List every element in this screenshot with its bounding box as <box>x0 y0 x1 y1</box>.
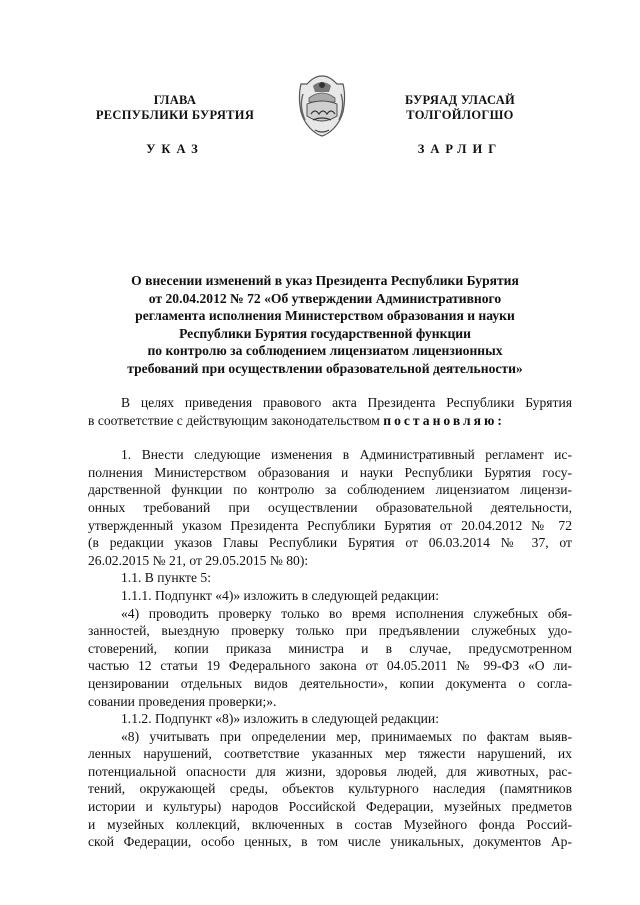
title-line: О внесении изменений в указ Президента Республики Бурятия <box>131 273 519 288</box>
document-title <box>80 272 570 378</box>
body-line: занностей, выездную проверку только при предъявлении служебных удо- <box>88 623 572 639</box>
body-line: онных требований при осуществлении образовательной деятельности, <box>88 499 572 515</box>
body-line: 26.02.2015 № 21, от 29.05.2015 № 80): <box>88 552 309 568</box>
issuer-right-line1: БУРЯАД УЛАСАЙ <box>404 93 516 107</box>
preamble-line <box>88 412 572 430</box>
title-line: по контролю за соблюдением лицензиатом лицензионных <box>147 343 503 359</box>
body-line: потенциальной опасности для жизни, здоровья людей, для животных, рас- <box>88 763 572 779</box>
body-line: ленных нарушений, соответствие указанных мер тяжести нарушений, их <box>88 746 572 762</box>
coat-of-arms-icon <box>293 72 351 138</box>
issuer-right <box>365 93 555 123</box>
body-line: стоверений, копии приказа министра и в случае, предусмотренном <box>88 640 572 656</box>
body-line: совании проведения проверки;». <box>88 693 277 709</box>
title-line: Республики Бурятия государственной функции <box>179 325 471 341</box>
body-line: и музейных коллекций, включенных в состав Музейного фонда Россий- <box>88 816 572 832</box>
issuer-left <box>80 93 270 123</box>
issuer-left-line1: ГЛАВА <box>153 93 197 107</box>
preamble-text: в соответствие с действующим законодательством <box>88 412 380 428</box>
body-line: дарственной функции по контролю за соблюдением лицензиатом лицензи- <box>88 482 572 498</box>
body-line: 1. Внести следующие изменения в Административный регламент ис- <box>121 447 572 463</box>
title-line: требований при осуществлении образовательной деятельности» <box>127 360 523 376</box>
title-line: от 20.04.2012 № 72 «Об утверждении Административного <box>148 290 502 306</box>
issuer-left-line2: РЕСПУБЛИКИ БУРЯТИЯ <box>95 108 255 122</box>
body-line: 1.1. В пункте 5: <box>121 570 211 586</box>
body-line: «4) проводить проверку только во время исполнения служебных обя- <box>121 605 572 621</box>
body-line: частью 12 статьи 19 Федерального закона от 04.05.2011 № 99-ФЗ «О ли- <box>88 658 572 674</box>
issuer-right-line2: ТОЛГОЙЛОГШО <box>406 108 514 122</box>
decree-type-right: ЗАРЛИГ <box>417 142 503 156</box>
body-line: тений, окружающей среды, объектов культурного наследия (памятников <box>88 781 572 797</box>
body-line: полнения Министерством образования и науки Республики Бурятия госу- <box>88 464 572 480</box>
preamble-line: В целях приведения правового акта Президента Республики Бурятия <box>121 395 572 410</box>
body-line: «8) учитывать при определении мер, принимаемых по фактам выяв- <box>121 728 572 744</box>
body-line: 1.1.2. Подпункт «8)» изложить в следующей редакции: <box>121 711 439 727</box>
body-line: цензировании отдельных видов деятельности», копии документа о согла- <box>88 675 572 691</box>
body-line: ской Федерации, особо ценных, в том числе уникальных, документов Ар- <box>88 834 572 850</box>
body-line: истории и культуры) народов Российской Федерации, музейных предметов <box>88 799 572 815</box>
body-line: (в редакции указов Главы Республики Бурятия от 06.03.2014 № 37, от <box>88 535 572 551</box>
body-line: 1.1.1. Подпункт «4)» изложить в следующей редакции: <box>121 587 439 603</box>
decree-word: постановляю: <box>383 412 505 428</box>
document-body <box>88 394 572 851</box>
body-line: утвержденный указом Президента Республики Бурятия от 20.04.2012 № 72 <box>88 517 572 533</box>
decree-type-left: УКАЗ <box>146 142 204 156</box>
paragraph-gap <box>88 429 572 446</box>
title-line: регламента исполнения Министерством образования и науки <box>135 308 515 324</box>
